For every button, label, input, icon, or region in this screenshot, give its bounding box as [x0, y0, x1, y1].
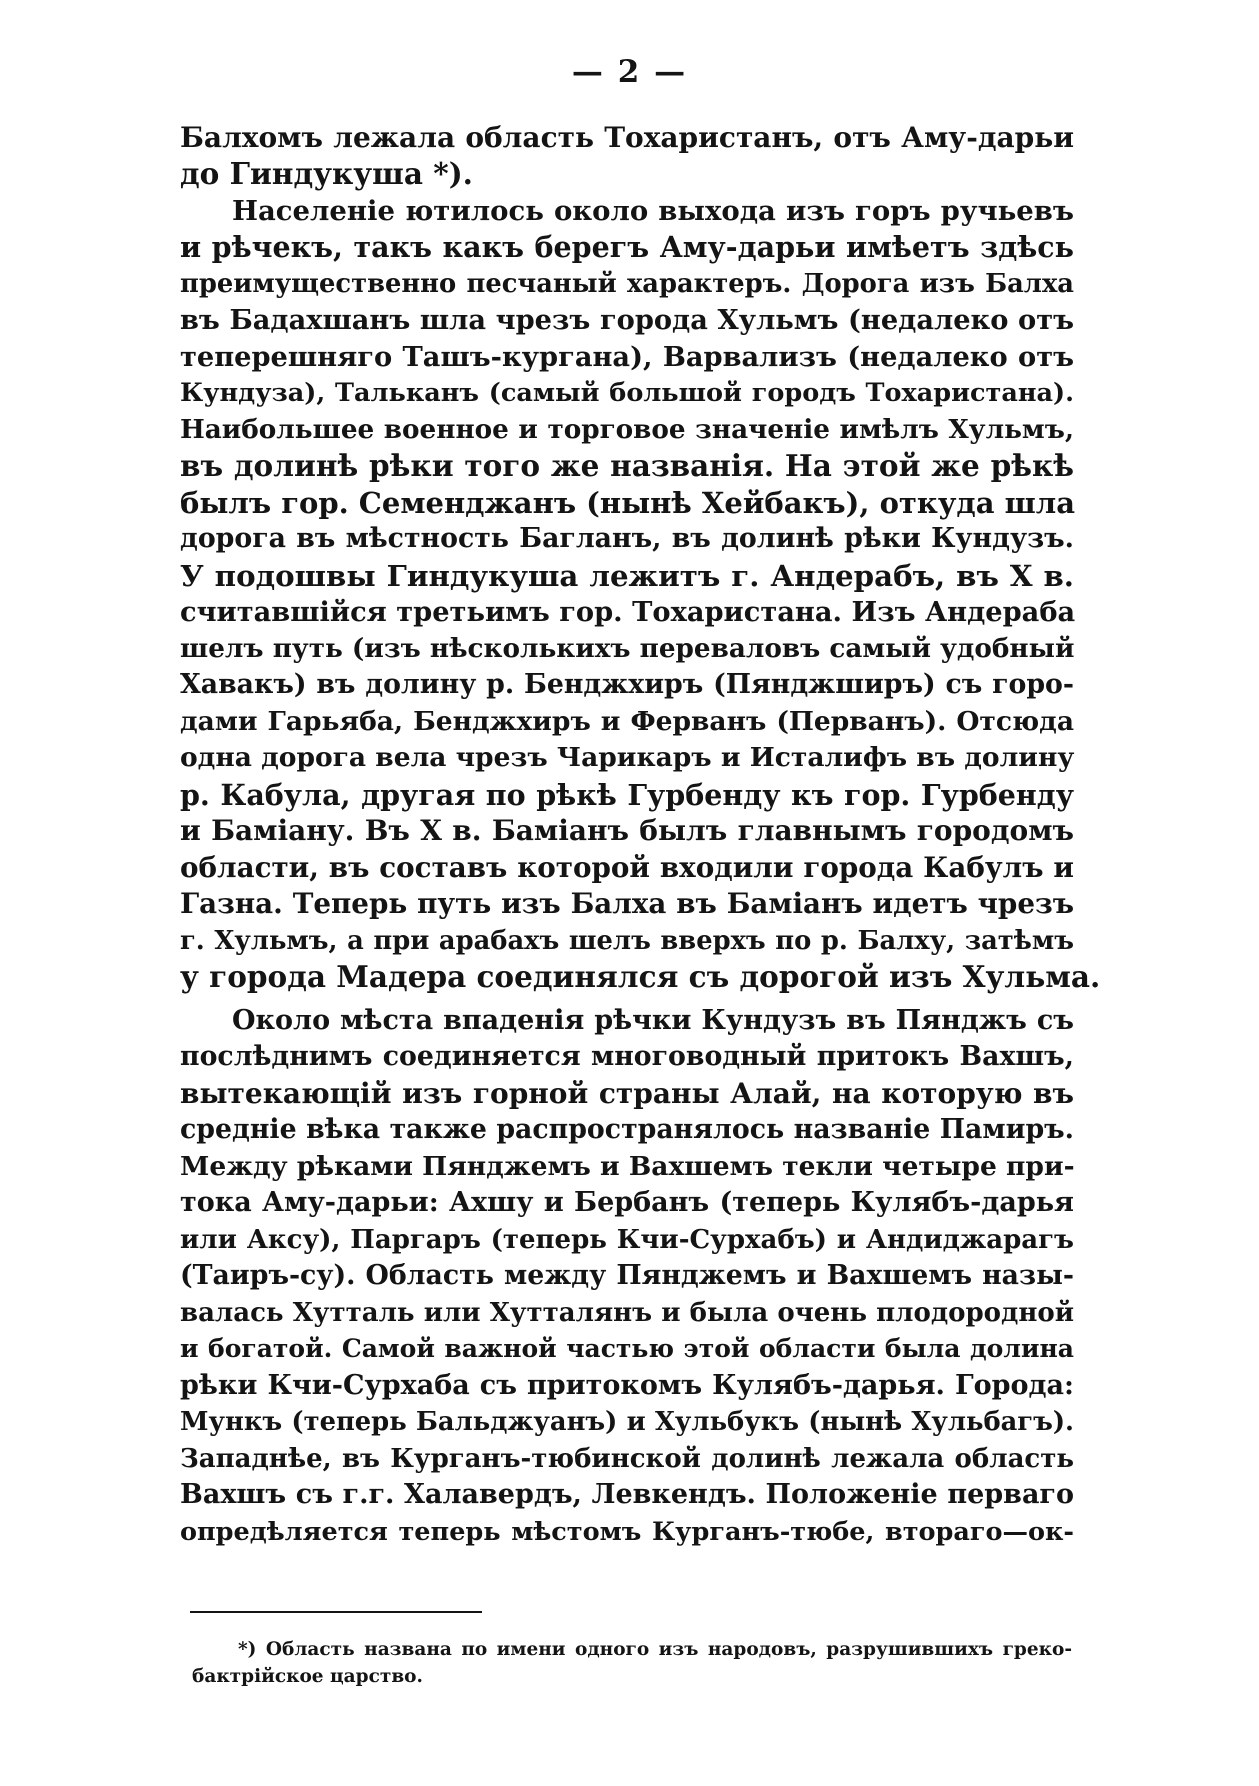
text-line: тока Аму-дарьи: Ахшу и Бербанъ (теперь Кулябъ-дарья	[180, 1187, 1074, 1218]
text-line: р. Кабула, другая по рѣкѣ Гурбенду къ гор. Гурбенду	[180, 778, 1074, 812]
text-line: или Аксу), Паргаръ (теперь Кчи-Сурхабъ) и Андиджарагъ	[180, 1225, 1074, 1255]
text-line: Западнѣе, въ Курганъ-тюбинской долинѣ лежала область	[180, 1444, 1074, 1474]
text-line: Кундуза), Тальканъ (самый большой городъ Тохаристана).	[180, 378, 1074, 408]
text-line: до Гиндукуша *).	[180, 156, 473, 191]
text-line: Наибольшее военное и торговое значеніе имѣлъ Хульмъ,	[180, 414, 1074, 445]
text-line: Между рѣками Пянджемъ и Вахшемъ текли четыре при-	[180, 1151, 1075, 1182]
text-line: У подошвы Гиндукуша лежитъ г. Андерабъ, въ X в.	[180, 559, 1074, 593]
footnote-line: бактрійское царство.	[192, 1666, 423, 1687]
text-line: Около мѣста впаденія рѣчки Кундузъ въ Пянджъ съ	[232, 1005, 1074, 1036]
text-line: дорога въ мѣстность Багланъ, въ долинѣ рѣки Кундузъ.	[180, 523, 1074, 554]
text-line: области, въ составъ которой входили города Кабулъ и	[180, 851, 1074, 884]
text-line: Газна. Теперь путь изъ Балха въ Баміанъ идетъ чрезъ	[180, 887, 1074, 920]
text-line: одна дорога вела чрезъ Чарикаръ и Исталифъ въ долину	[180, 742, 1075, 773]
footnote-divider	[190, 1611, 482, 1613]
text-line: (Таиръ-су). Область между Пянджемъ и Вахшемъ назы-	[180, 1260, 1074, 1291]
text-line: Мункъ (теперь Бальджуанъ) и Хульбукъ (нынѣ Хульбагъ).	[180, 1407, 1074, 1437]
footnote-line: *) Область названа по имени одного изъ народовъ, разрушившихъ греко-	[238, 1639, 1072, 1660]
text-line: Вахшъ съ г.г. Халавердъ, Левкендъ. Положеніе перваго	[180, 1479, 1074, 1510]
text-line: шелъ путь (изъ нѣсколькихъ переваловъ самый удобный	[180, 633, 1075, 664]
text-line: валась Хутталь или Хутталянъ и была очень плодородной	[180, 1298, 1074, 1328]
text-line: Населеніе ютилось около выхода изъ горъ ручьевъ	[232, 195, 1074, 227]
text-line: Хавакъ) въ долину р. Бенджхиръ (Пянджширъ) съ горо-	[180, 669, 1074, 700]
text-line: считавшійся третьимъ гор. Тохаристана. Изъ Андераба	[180, 596, 1076, 628]
text-line: былъ гор. Семенджанъ (нынѣ Хейбакъ), откуда шла	[180, 486, 1076, 520]
text-line: въ долинѣ рѣки того же названія. На этой же рѣкѣ	[180, 448, 1074, 483]
text-line: дами Гарьяба, Бенджхиръ и Ферванъ (Перванъ). Отсюда	[180, 706, 1074, 737]
text-line: и Баміану. Въ X в. Баміанъ былъ главнымъ городомъ	[180, 814, 1074, 847]
text-line: и богатой. Самой важной частью этой области была долина	[180, 1334, 1074, 1363]
text-line: средніе вѣка также распространялось названіе Памиръ.	[180, 1114, 1074, 1145]
text-line: въ Бадахшанъ шла чрезъ города Хульмъ (недалеко отъ	[180, 304, 1074, 336]
text-line: рѣки Кчи-Сурхаба съ притокомъ Кулябъ-дарья. Города:	[180, 1370, 1074, 1401]
text-line: г. Хульмъ, а при арабахъ шелъ вверхъ по р. Балху, затѣмъ	[180, 926, 1074, 956]
text-line: преимущественно песчаный характеръ. Дорога изъ Балха	[180, 269, 1074, 299]
text-line: послѣднимъ соединяется многоводный притокъ Вахшъ,	[180, 1041, 1074, 1072]
text-line: у города Мадера соединялся съ дорогой изъ Хульма.	[180, 959, 1101, 994]
page-number: — 2 —	[571, 54, 688, 90]
text-line: вытекающій изъ горной страны Алай, на которую въ	[180, 1077, 1074, 1110]
text-line: и рѣчекъ, такъ какъ берегъ Аму-дарьи имѣетъ здѣсь	[180, 230, 1074, 264]
text-line: опредѣляется теперь мѣстомъ Курганъ-тюбе, втораго—ок-	[180, 1517, 1074, 1547]
text-line: теперешняго Ташъ-кургана), Варвализъ (недалеко отъ	[180, 341, 1074, 373]
text-line: Балхомъ лежала область Тохаристанъ, отъ Аму-дарьи	[180, 121, 1074, 154]
